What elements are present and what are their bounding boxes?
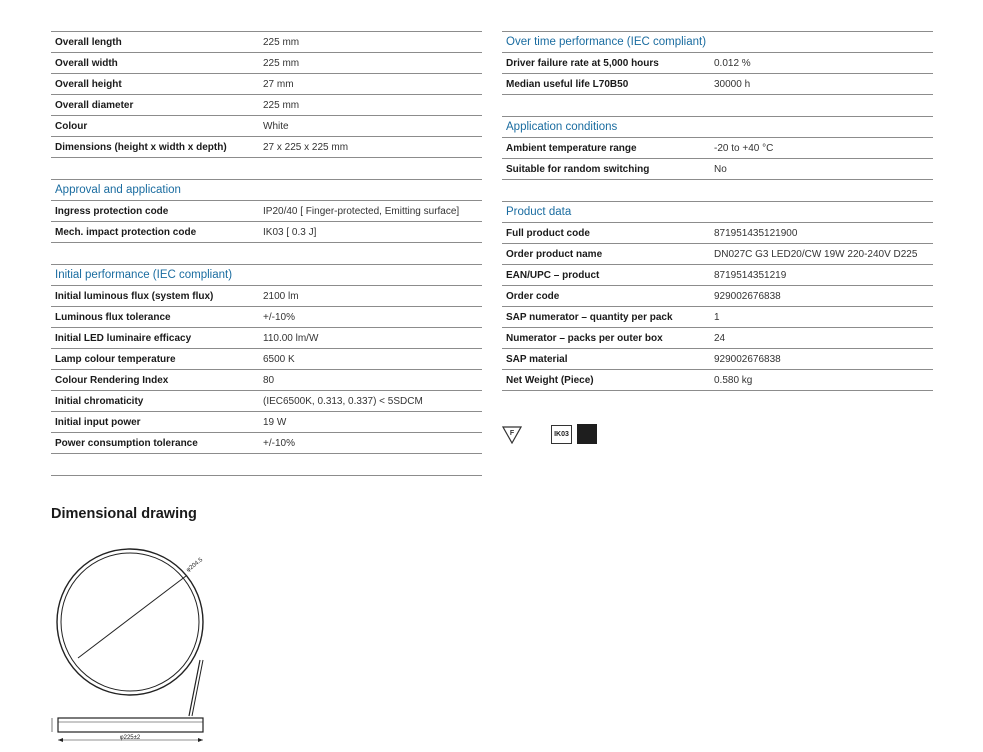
f-mark-label: F xyxy=(509,430,515,437)
black-square-icon xyxy=(577,424,597,444)
spec-row: Luminous flux tolerance +/-10% xyxy=(51,307,482,328)
spec-row: Initial LED luminaire efficacy 110.00 lm/W xyxy=(51,328,482,349)
section-gap xyxy=(51,158,482,180)
width-label: φ225±2 xyxy=(119,735,141,741)
section-title: Approval and application xyxy=(51,180,482,201)
application-section xyxy=(502,117,933,180)
spec-row: Colour White xyxy=(51,116,482,137)
section-gap xyxy=(502,180,933,202)
section-gap xyxy=(51,454,482,476)
dimensional-drawing xyxy=(48,540,218,750)
spec-row: Overall width 225 mm xyxy=(51,53,482,74)
section-title: Application conditions xyxy=(502,117,933,138)
section-title: Product data xyxy=(502,202,933,223)
product-data-section xyxy=(502,202,933,391)
spec-row: Net Weight (Piece) 0.580 kg xyxy=(502,370,933,391)
spec-row: Dimensions (height x width x depth) 27 x 225 x 225 mm xyxy=(51,137,482,158)
spec-row: Power consumption tolerance +/-10% xyxy=(51,433,482,454)
spec-row: Ingress protection code IP20/40 [ Finger-protected, Emitting surface] xyxy=(51,201,482,222)
spec-row: Suitable for random switching No xyxy=(502,159,933,180)
spec-row: Lamp colour temperature 6500 K xyxy=(51,349,482,370)
spec-row: SAP numerator – quantity per pack 1 xyxy=(502,307,933,328)
spec-row: Initial input power 19 W xyxy=(51,412,482,433)
right-spec-column xyxy=(502,31,933,391)
initial-performance-section xyxy=(51,265,482,454)
section-title: Over time performance (IEC compliant) xyxy=(502,31,933,53)
spec-row: Overall height 27 mm xyxy=(51,74,482,95)
spec-row: Ambient temperature range -20 to +40 °C xyxy=(502,138,933,159)
spec-row: Overall length 225 mm xyxy=(51,31,482,53)
over-time-section xyxy=(502,31,933,95)
spec-row: Median useful life L70B50 30000 h xyxy=(502,74,933,95)
spec-row: Colour Rendering Index 80 xyxy=(51,370,482,391)
spec-row: SAP material 929002676838 xyxy=(502,349,933,370)
spec-row: Initial luminous flux (system flux) 2100 lm xyxy=(51,286,482,307)
section-title: Initial performance (IEC compliant) xyxy=(51,265,482,286)
f-mark-icon xyxy=(502,426,522,444)
spec-row: Overall diameter 225 mm xyxy=(51,95,482,116)
drawing-title: Dimensional drawing xyxy=(51,506,197,522)
general-spec-table xyxy=(51,31,482,158)
diameter-label: φ204.5 xyxy=(185,557,205,574)
spec-row: Order code 929002676838 xyxy=(502,286,933,307)
spec-row: Initial chromaticity (IEC6500K, 0.313, 0.337) < 5SDCM xyxy=(51,391,482,412)
ik-rating-icon: IK03 xyxy=(551,425,572,444)
section-gap xyxy=(51,243,482,265)
spec-row: EAN/UPC – product 8719514351219 xyxy=(502,265,933,286)
spec-row: Order product name DN027C G3 LED20/CW 19W 220-240V D225 xyxy=(502,244,933,265)
left-spec-column xyxy=(51,31,482,476)
spec-row: Driver failure rate at 5,000 hours 0.012 % xyxy=(502,53,933,74)
spec-row: Mech. impact protection code IK03 [ 0.3 J] xyxy=(51,222,482,243)
section-gap xyxy=(502,95,933,117)
spec-row: Full product code 871951435121900 xyxy=(502,223,933,244)
spec-row: Numerator – packs per outer box 24 xyxy=(502,328,933,349)
approval-section xyxy=(51,180,482,243)
